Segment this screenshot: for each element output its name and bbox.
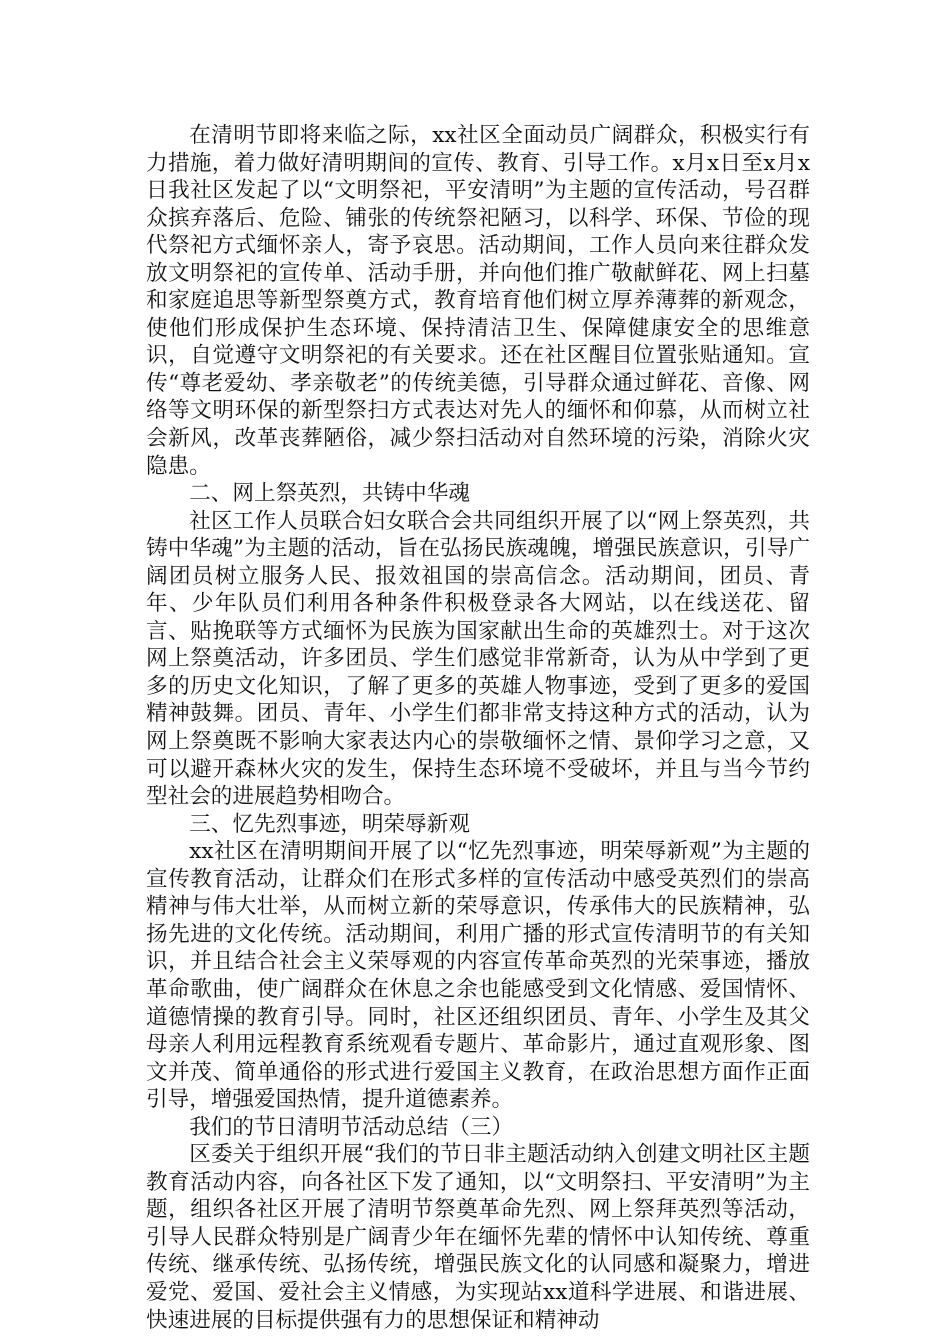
paragraph-remember-martyrs: xx社区在清明期间开展了以“忆先烈事迹，明荣辱新观”为主题的宣传教育活动，让群众们在形式多样的宣传活动中感受英烈们的崇高精神与伟大壮举，从而树立新的荣辱意识，传承伟大的民族精神，弘扬先进的文化传统。活动期间，利用广播的形式宣传清明节的有关知识，并且结合社会主义荣辱观的内容宣传革命英烈的光荣事迹，播放革命歌曲，使广阔群众在休息之余也能感受到文化情感、爱国情怀、道德情操的教育引导。同时，社区还组织团员、青年、小学生及其父母亲人利用远程教育系统观看专题片、革命影片，通过直观形象、图文并茂、简单通俗的形式进行爱国主义教育，在政治思想方面作正面引导，增强爱国热情，提升道德素养。 xyxy=(146,839,810,1113)
section-heading-online-heroes: 二、网上祭英烈，共铸中华魂 xyxy=(189,481,470,507)
paragraph-online-heroes: 社区工作人员联合妇女联合会共同组织开展了以“网上祭英烈，共铸中华魂”为主题的活动，旨在弘扬民族魂魄，增强民族意识，引导广阔团员树立服务人民、报效祖国的崇高信念。活动期间，团员、青年、少年队员们利用各种条件积极登录各大网站，以在线送花、留言、贴挽联等方式缅怀为民族为国家献出生命的英雄烈士。对于这次网上祭奠活动，许多团员、学生们感觉非常新奇，认为从中学到了更多的历史文化知识，了解了更多的英雄人物事迹，受到了更多的爱国精神鼓舞。团员、青年、小学生们都非常支持这种方式的活动，认为网上祭奠既不影响大家表达内心的崇敬缅怀之情、景仰学习之意，又可以避开森林火灾的发生，保持生态环境不受破坏，并且与当今节约型社会的进展趋势相吻合。 xyxy=(146,508,810,810)
paragraph-district-committee: 区委关于组织开展“我们的节日非主题活动纳入创建文明社区主题教育活动内容，向各社区下发了通知，以“文明祭扫、平安清明”为主题，组织各社区开展了清明节祭奠革命先烈、网上祭拜英烈等活动，引导人民群众特别是广阔青少年在缅怀先辈的情怀中认知传统、尊重传统、继承传统、弘扬传统，增强民族文化的认同感和凝聚力，增进爱党、爱国、爱社会主义情感，为实现站xx道科学进展、和谐进展、快速进展的目标提供强有力的思想保证和精神动 xyxy=(146,1142,810,1333)
section-heading-summary-three: 我们的节日清明节活动总结（三） xyxy=(189,1114,514,1140)
section-heading-remember-martyrs: 三、忆先烈事迹，明荣辱新观 xyxy=(189,811,470,837)
paragraph-civilized-sacrifice: 在清明节即将来临之际，xx社区全面动员广阔群众，积极实行有力措施，着力做好清明期间的宣传、教育、引导工作。x月x日至x月x日我社区发起了以“文明祭祀，平安清明”为主题的宣传活动，号召群众摈弃落后、危险、铺张的传统祭祀陋习，以科学、环保、节俭的现代祭祀方式缅怀亲人，寄予哀思。活动期间，工作人员向来往群众发放文明祭祀的宣传单、活动手册，并向他们推广敬献鲜花、网上扫墓和家庭追思等新型祭奠方式，教育培育他们树立厚养薄葬的新观念，使他们形成保护生态环境、保持清洁卫生、保障健康安全的思维意识，自觉遵守文明祭祀的有关要求。还在社区醒目位置张贴通知。宣传“尊老爱幼、孝亲敬老”的传统美德，引导群众通过鲜花、音像、网络等文明环保的新型祭扫方式表达对先人的缅怀和仰慕，从而树立社会新风，改革丧葬陋俗，减少祭扫活动对自然环境的污染，消除火灾隐患。 xyxy=(146,123,810,479)
document-page xyxy=(146,122,810,1334)
